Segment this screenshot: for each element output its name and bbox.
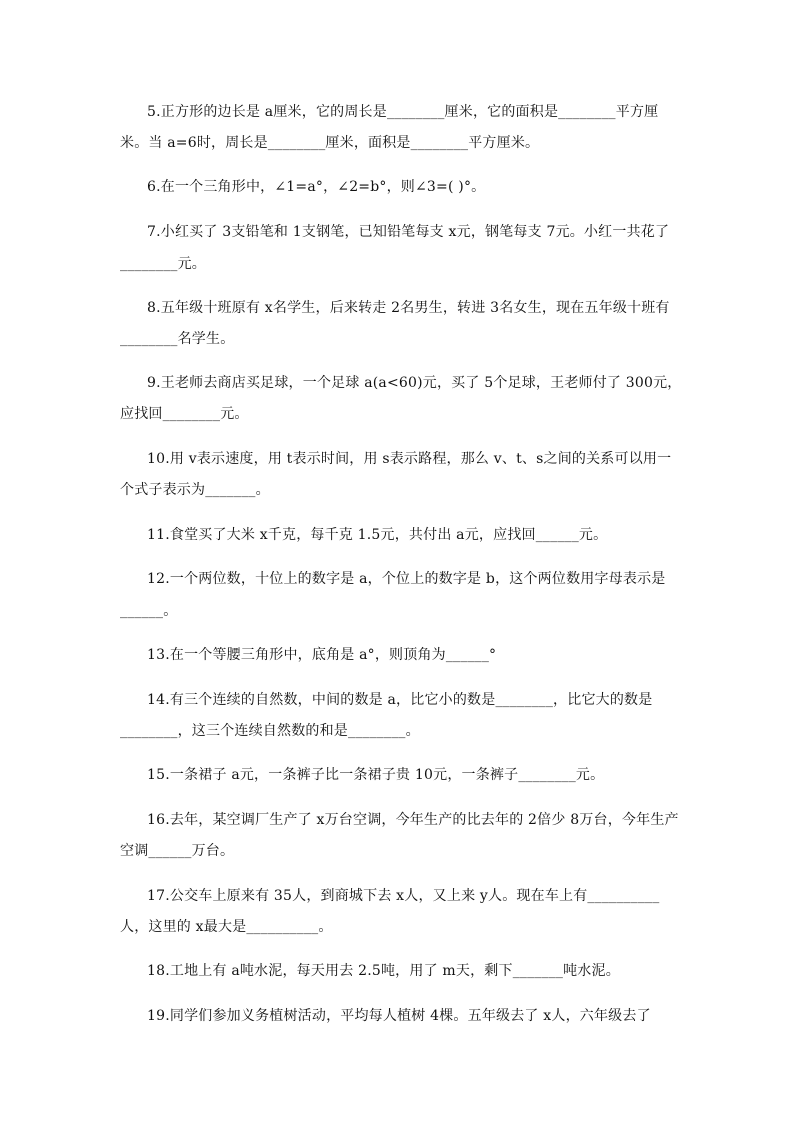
question-16-line-1: 16.去年，某空调厂生产了 x万台空调，今年生产的比去年的 2倍少 8万台，今年生产 (147, 812, 679, 828)
question-18-line-1: 18.工地上有 a吨水泥，每天用去 2.5吨，用了 m天，剩下_______吨水泥。 (147, 963, 620, 979)
question-8-line-1: 8.五年级十班原有 x名学生，后来转走 2名男生，转进 3名女生，现在五年级十班有 (147, 300, 670, 316)
question-8-line-2: ________名学生。 (120, 331, 235, 347)
question-10-line-2: 个式子表示为_______。 (120, 482, 270, 498)
question-7-line-1: 7.小红买了 3支铅笔和 1支钢笔，已知铅笔每支 x元，钢笔每支 7元。小红一共花了 (147, 224, 670, 240)
question-14-line-1: 14.有三个连续的自然数，中间的数是 a，比它小的数是________，比它大的数是 (147, 692, 653, 708)
question-13-line-1: 13.在一个等腰三角形中，底角是 a°，则顶角为______° (147, 647, 497, 663)
question-12-line-2: ______。 (120, 603, 178, 619)
question-7-line-2: ________元。 (120, 256, 206, 272)
question-9-line-1: 9.王老师去商店买足球，一个足球 a(a<60)元，买了 5个足球，王老师付了 300元， (147, 375, 682, 391)
question-10-line-1: 10.用 v表示速度，用 t表示时间，用 s表示路程，那么 v、t、s之间的关系可以用一 (147, 451, 672, 467)
question-11-line-1: 11.食堂买了大米 x千克，每千克 1.5元，共付出 a元，应找回______元。 (147, 527, 608, 543)
question-5-line-2: 米。当 a=6时，周长是________厘米，面积是________平方厘米。 (120, 135, 540, 151)
question-6-line-1: 6.在一个三角形中，∠1=a°，∠2=b°，则∠3=( )°。 (147, 179, 486, 195)
question-19-line-1: 19.同学们参加义务植树活动，平均每人植树 4棵。五年级去了 x人，六年级去了 (147, 1008, 651, 1024)
question-16-line-2: 空调______万台。 (120, 843, 235, 859)
question-17-line-2: 人，这里的 x最大是__________。 (120, 919, 333, 935)
question-9-line-2: 应找回________元。 (120, 406, 249, 422)
question-5-line-1: 5.正方形的边长是 a厘米，它的周长是________厘米，它的面积是________平方厘 (147, 104, 659, 120)
question-17-line-1: 17.公交车上原来有 35人，到商城下去 x人，又上来 y人。现在车上有__________ (147, 888, 660, 904)
question-14-line-2: ________，这三个连续自然数的和是________。 (120, 723, 420, 739)
question-15-line-1: 15.一条裙子 a元，一条裤子比一条裙子贵 10元，一条裤子________元。 (147, 767, 605, 783)
question-12-line-1: 12.一个两位数，十位上的数字是 a，个位上的数字是 b，这个两位数用字母表示是 (147, 571, 666, 587)
